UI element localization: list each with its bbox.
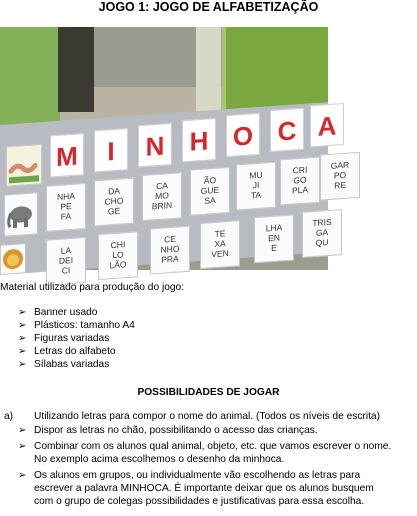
game-banner-photo bbox=[0, 27, 350, 276]
syllable-text: GE bbox=[107, 205, 121, 217]
syllable-text: CRI bbox=[292, 164, 308, 176]
syllable-text: ÃO bbox=[203, 174, 217, 186]
syllable-card bbox=[46, 183, 86, 232]
possibility-item: a) Utilizando letras para compor o nome do animal. (Todos os níveis de escrita) bbox=[4, 411, 380, 422]
material-item: ➢ Sílabas variadas bbox=[18, 359, 110, 370]
syllable-text: CHI bbox=[110, 239, 126, 251]
material-item: ➢ Banner usado bbox=[18, 307, 98, 318]
syllable-text: TA bbox=[250, 189, 262, 201]
elephant-picture bbox=[4, 192, 38, 236]
syllable-text: FA bbox=[60, 211, 72, 222]
syllable-card bbox=[200, 220, 240, 269]
material-item: ➢ Plásticos: tamanho A4 bbox=[18, 320, 135, 331]
alphabet-banner bbox=[0, 102, 350, 276]
syllable-text: CHO bbox=[104, 195, 124, 207]
syllable-text: QU bbox=[315, 237, 329, 248]
banner-letter: N bbox=[138, 123, 172, 167]
syllable-text: SA bbox=[204, 194, 216, 206]
banner-letter: H bbox=[182, 118, 216, 162]
banner-letter: I bbox=[94, 128, 128, 172]
syllable-card bbox=[320, 152, 360, 201]
bullet-arrow-icon: ➢ bbox=[18, 320, 27, 331]
syllable-text: VEN bbox=[211, 248, 229, 260]
syllable-text: GUE bbox=[200, 184, 220, 196]
instruction-item: ➢ Combinar com os alunos qual animal, objeto, etc. que vamos escrever o nome. No exemplo acima escolhemos o desenho da minhoca. bbox=[18, 441, 392, 465]
lion-picture bbox=[0, 243, 26, 275]
syllable-card bbox=[94, 178, 134, 227]
syllable-card bbox=[98, 231, 138, 280]
bullet-arrow-icon: ➢ bbox=[18, 346, 27, 357]
syllable-text: PRA bbox=[161, 253, 179, 265]
banner-letter: M bbox=[50, 133, 84, 177]
instruction-item: ➢ Dispor as letras no chão, possibilitando o acesso das crianças. bbox=[18, 425, 318, 436]
syllable-text: E bbox=[271, 242, 277, 254]
syllable-text: RE bbox=[334, 179, 346, 191]
syllable-text: GAR bbox=[330, 159, 350, 171]
syllable-card bbox=[254, 214, 294, 263]
syllable-text: DEI bbox=[58, 254, 74, 266]
syllable-text: TRIS bbox=[312, 216, 332, 229]
possibilities-list bbox=[4, 410, 380, 423]
syllable-text: NHO bbox=[160, 243, 180, 255]
instruction-item: ➢ Os alunos em grupos, ou individualmente vão escolhendo as letras para escrever a palavra MINHOCA. É importante deixar que os alunos busquem com o grupo de colegas possibilidades e justificativas para essa escolha. bbox=[18, 470, 374, 507]
syllable-text: DA bbox=[108, 185, 120, 197]
syllable-text: PE bbox=[60, 200, 72, 212]
syllable-text: PLA bbox=[291, 184, 309, 196]
syllable-text: TE bbox=[214, 228, 226, 239]
syllable-text: GO bbox=[293, 174, 307, 186]
syllable-text: MU bbox=[249, 169, 263, 181]
syllable-card bbox=[150, 226, 190, 275]
syllable-text: LA bbox=[60, 245, 72, 256]
syllable-text: CA bbox=[156, 180, 168, 192]
materials-intro: Material utilizado para produção do jogo: bbox=[0, 282, 185, 293]
material-item: ➢ Figuras variadas bbox=[18, 333, 110, 344]
bullet-arrow-icon: ➢ bbox=[18, 470, 27, 481]
syllable-text: MO bbox=[155, 190, 169, 202]
syllable-card bbox=[280, 157, 320, 206]
syllable-text: BRIN bbox=[151, 199, 173, 212]
bullet-arrow-icon: ➢ bbox=[18, 425, 27, 436]
syllable-text: LHA bbox=[265, 222, 283, 234]
bullet-arrow-icon: ➢ bbox=[18, 359, 27, 370]
syllable-text: XA bbox=[214, 238, 226, 250]
item-letter-marker: a) bbox=[4, 411, 14, 422]
material-item: ➢ Letras do alfabeto bbox=[18, 346, 116, 357]
worm-picture bbox=[6, 144, 42, 187]
bullet-arrow-icon: ➢ bbox=[18, 333, 27, 344]
syllable-text: LÃO bbox=[109, 259, 127, 271]
syllable-card bbox=[46, 237, 86, 286]
bullet-arrow-icon: ➢ bbox=[18, 307, 27, 318]
instructions-list bbox=[18, 424, 391, 508]
possibilities-heading: POSSIBILIDADES DE JOGAR bbox=[137, 387, 280, 398]
syllable-text: CE bbox=[164, 233, 176, 245]
syllable-card bbox=[190, 167, 230, 216]
syllable-text: NHA bbox=[57, 190, 75, 203]
banner-letter: A bbox=[310, 103, 344, 147]
syllable-text: JI bbox=[252, 179, 260, 191]
syllable-text: CI bbox=[61, 265, 71, 276]
syllable-card bbox=[302, 209, 342, 258]
syllable-text: LO bbox=[112, 249, 124, 261]
banner-letter: C bbox=[270, 108, 304, 152]
page-title: JOGO 1: JOGO DE ALFABETIZAÇÃO bbox=[98, 0, 319, 14]
syllable-card bbox=[142, 172, 182, 221]
bullet-arrow-icon: ➢ bbox=[18, 441, 27, 452]
syllable-text: GA bbox=[315, 227, 329, 238]
syllable-card bbox=[236, 162, 276, 211]
syllable-text: PO bbox=[333, 169, 347, 181]
banner-letter: O bbox=[226, 113, 260, 157]
materials-list bbox=[18, 306, 135, 371]
syllable-text: EN bbox=[268, 232, 280, 244]
